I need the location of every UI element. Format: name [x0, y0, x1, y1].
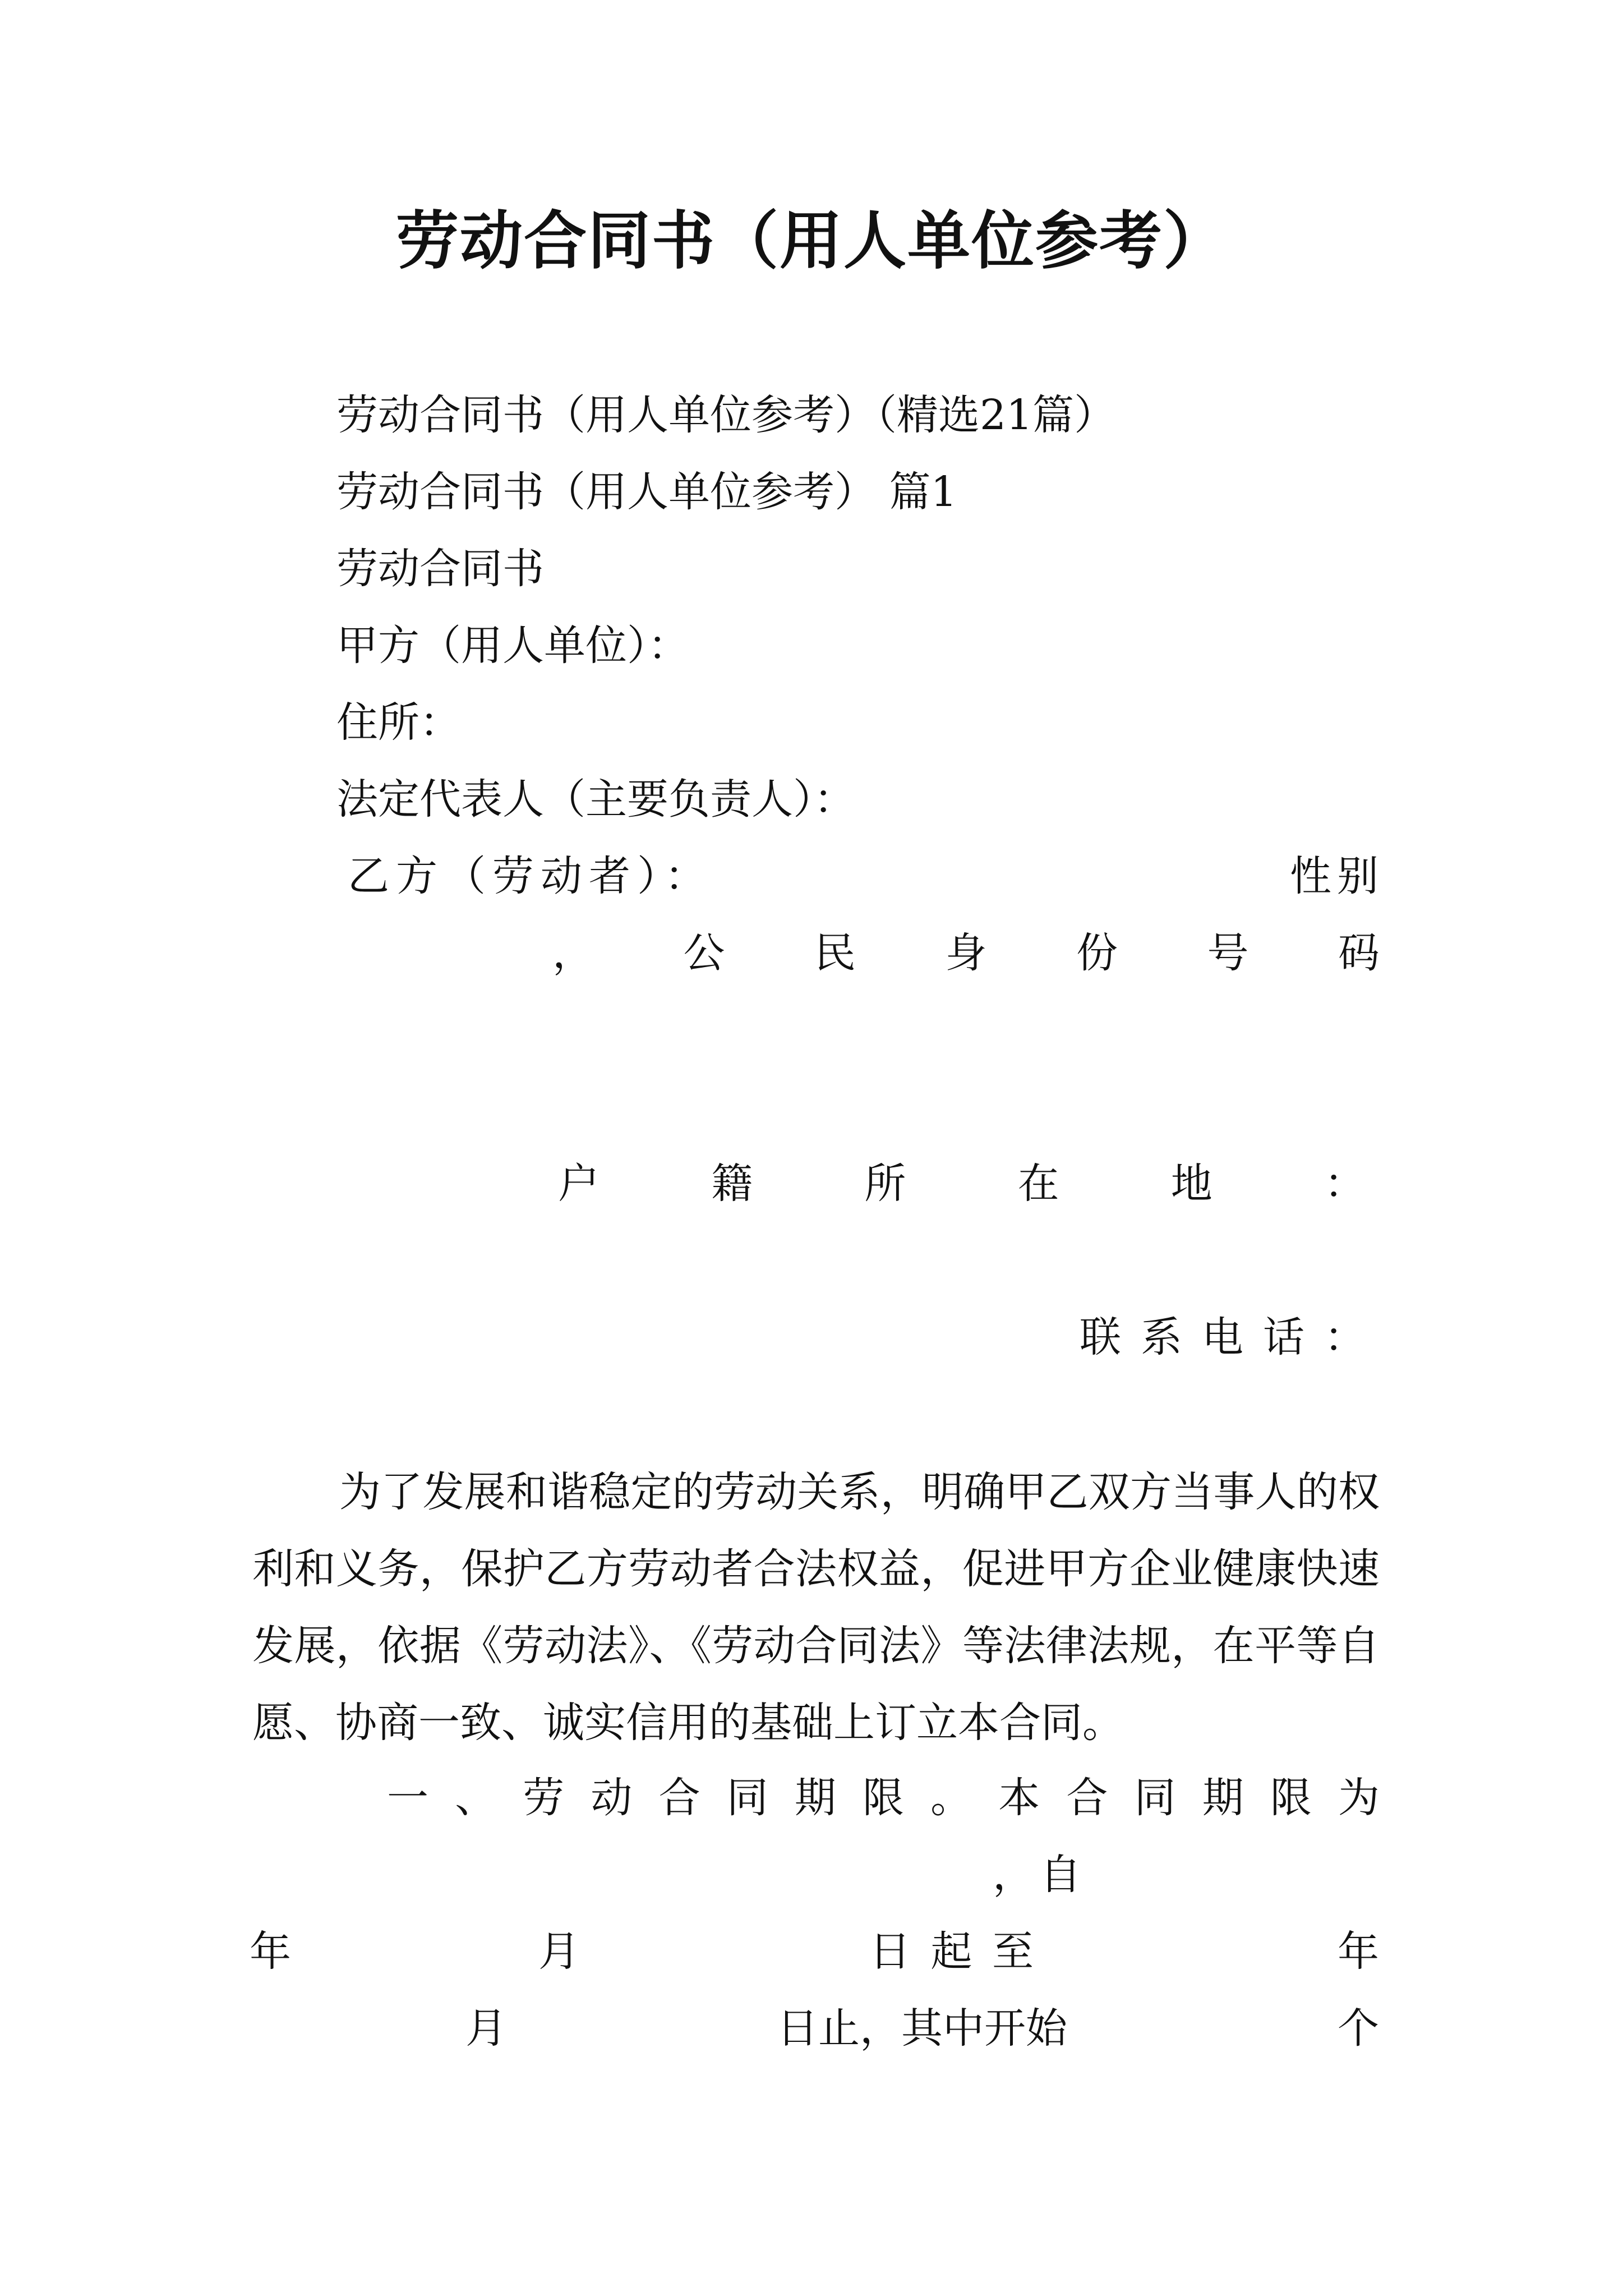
term-char: 。 [930, 1774, 972, 1822]
gender-label: 性别 [1290, 852, 1384, 900]
huji-char: 在 [1017, 1159, 1059, 1208]
id-char: 民 [814, 929, 856, 977]
date-month-2: 月 [465, 2004, 507, 2053]
term-char: 合 [658, 1774, 700, 1822]
phone-char: ： [1324, 1313, 1366, 1361]
term-char: 限 [862, 1774, 904, 1822]
date-year-1: 年 [250, 1927, 291, 1976]
party-b-label: 乙方（劳动者）： [348, 852, 713, 900]
document-title: 劳动合同书（用人单位参考） [396, 204, 1227, 278]
id-char: 号 [1207, 929, 1249, 977]
term-char: 为 [1338, 1774, 1380, 1822]
huji-char: 所 [864, 1159, 906, 1208]
id-char: 公 [683, 929, 725, 977]
preamble-paragraph: 为了发展和谐稳定的劳动关系，明确甲乙双方当事人的权利和义务，保护乙方劳动者合法权益，促进甲方企业健康快速发展，依据《劳动法》、《劳动合同法》等法律法规，在平等自愿、协商一致、诚实信用的基础上订立本合同。 [252, 1468, 1380, 1747]
term-char: 劳 [523, 1774, 565, 1822]
term-char: 期 [794, 1774, 836, 1822]
huji-char: 户 [558, 1159, 600, 1208]
date-month-1: 月 [538, 1927, 580, 1976]
huji-char: ： [1324, 1159, 1366, 1208]
phone-row [1080, 1309, 1366, 1365]
date-day-to: 日 起 至 [869, 1927, 1038, 1976]
term-char: 同 [726, 1774, 768, 1822]
subtitle-line: 劳动合同书（用人单位参考）（精选21篇） [336, 391, 1116, 439]
probation-unit: 个 [1338, 2004, 1379, 2053]
phone-char: 话 [1263, 1313, 1304, 1361]
term-char: 限 [1270, 1774, 1312, 1822]
legal-rep-label: 法定代表人（主要负责人）： [336, 775, 855, 823]
date-day-end: 日止，其中开始 [777, 2004, 1067, 2053]
term-char: 一 [387, 1774, 428, 1822]
id-char: ， [552, 929, 594, 977]
phone-char: 电 [1202, 1313, 1243, 1361]
address-label: 住所： [336, 698, 461, 747]
section-heading: 劳动合同书（用人单位参考） 篇1 [336, 468, 957, 516]
id-char: 份 [1076, 929, 1118, 977]
term-char: 、 [455, 1774, 497, 1822]
term-from-text: ，自 [993, 1851, 1087, 1899]
phone-char: 联 [1080, 1313, 1121, 1361]
date-year-2: 年 [1338, 1927, 1379, 1976]
id-char: 码 [1338, 929, 1380, 977]
phone-char: 系 [1141, 1313, 1182, 1361]
term-char: 期 [1202, 1774, 1244, 1822]
party-a-label: 甲方（用人单位）： [336, 622, 689, 670]
huji-char: 籍 [711, 1159, 753, 1208]
id-number-row [552, 925, 1380, 981]
term-char: 同 [1134, 1774, 1176, 1822]
huji-char: 地 [1170, 1159, 1212, 1208]
term-char: 动 [591, 1774, 633, 1822]
id-char: 身 [945, 929, 987, 977]
term-char: 合 [1066, 1774, 1108, 1822]
contract-term-row [387, 1770, 1380, 1826]
contract-name: 劳动合同书 [336, 545, 544, 593]
term-char: 本 [998, 1774, 1040, 1822]
household-registration-row [558, 1156, 1366, 1212]
